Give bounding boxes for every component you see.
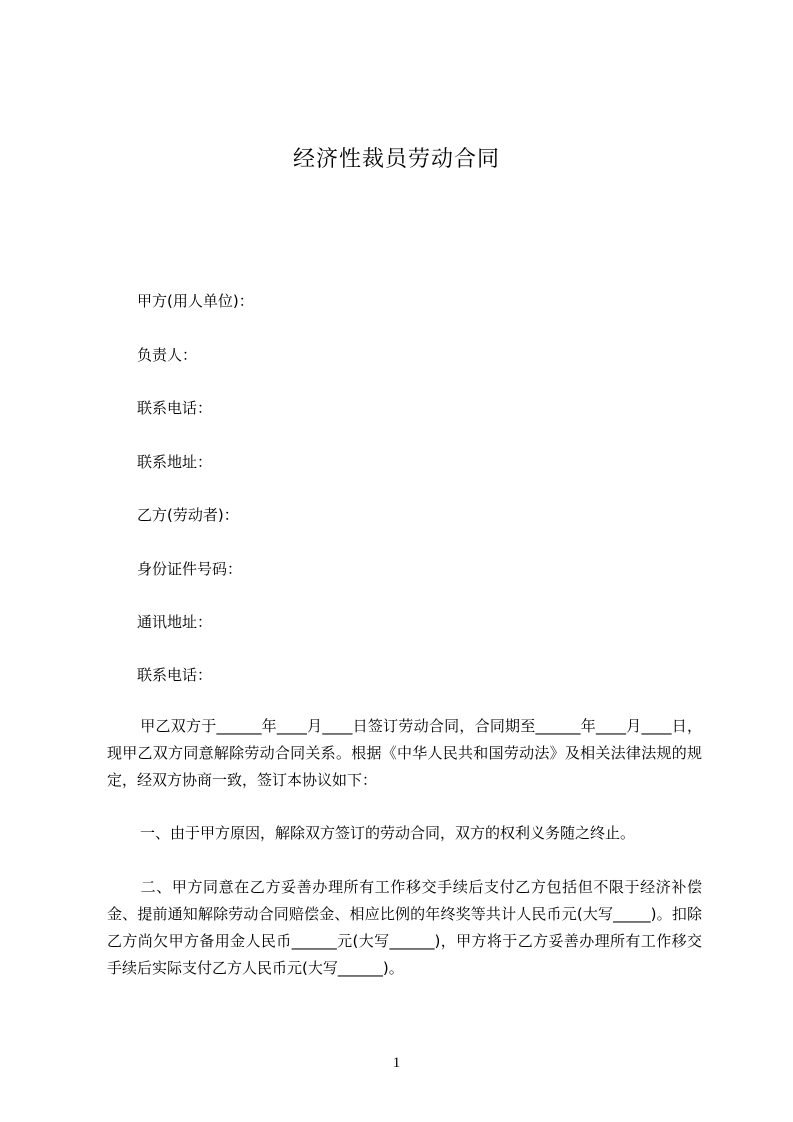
paragraph-clause-2 (107, 874, 702, 982)
page-number: 1 (392, 1055, 401, 1071)
field-party-b: 乙方(劳动者)： (137, 506, 239, 524)
field-party-a-phone: 联系电话： (137, 399, 213, 417)
field-responsible-person: 负责人： (137, 346, 198, 364)
field-party-b-phone: 联系电话： (137, 666, 213, 684)
field-mailing-address: 通讯地址： (137, 613, 213, 631)
field-party-a: 甲方(用人单位)： (137, 292, 254, 310)
paragraph-clause-1 (107, 820, 702, 847)
document-title: 经济性裁员劳动合同 (292, 147, 500, 172)
paragraph-clause-2-text: 二、甲方同意在乙方妥善办理所有工作移交手续后支付乙方包括但不限于经济补偿金、提前通知解除劳动合同赔偿金、相应比例的年终奖等共计人民币元(大写_____)。扣除乙方尚欠甲方备用金人民币______元(大写______)，甲方将于乙方妥善办理所有工作移交手续后实际支付乙方人民币元(大写______)。 (107, 878, 702, 977)
field-party-a-address: 联系地址： (137, 453, 213, 471)
paragraph-intro-text: 甲乙双方于______年____月____日签订劳动合同，合同期至______年____月____日，现甲乙双方同意解除劳动合同关系。根据《中华人民共和国劳动法》及相关法律法规的规定，经双方协商一致，签订本协议如下： (107, 717, 702, 789)
field-id-number: 身份证件号码： (137, 560, 243, 578)
paragraph-clause-1-text: 一、由于甲方原因，解除双方签订的劳动合同，双方的权利义务随之终止。 (140, 824, 636, 842)
paragraph-intro (107, 713, 702, 794)
